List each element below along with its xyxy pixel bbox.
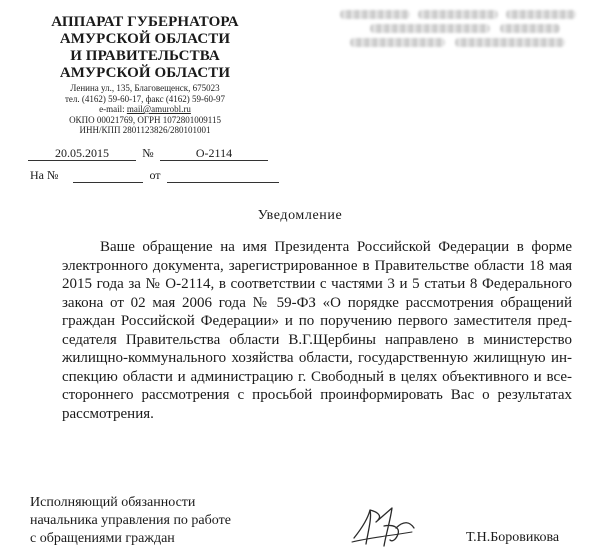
body-line: электронного документа, зарегистрированное в Правительстве области 18 мая	[62, 257, 572, 274]
reply-from-label: от	[149, 168, 161, 182]
reply-date-blank	[167, 169, 279, 183]
signatory-position	[30, 494, 310, 548]
letterhead-contacts	[40, 83, 250, 136]
address: Ленина ул., 135, Благовещенск, 675023	[70, 83, 220, 93]
reg-number: О-2114	[160, 147, 268, 161]
registration-row	[28, 146, 268, 161]
page-title: Уведомление	[257, 208, 343, 223]
body-line: седателя Правительства области В.Г.Щербины направлено в министерство	[62, 331, 572, 348]
letterhead-org	[40, 14, 250, 82]
body-line: закона от 02 мая 2006 года № 59-ФЗ «О порядке рассмотрения обращений	[62, 294, 572, 311]
org-line: И ПРАВИТЕЛЬСТВА	[70, 48, 220, 64]
redacted-addressee	[340, 6, 585, 56]
body-line: жилищно-коммунального хозяйства области, государственную жилищную ин-	[62, 350, 572, 366]
inn-kpp: ИНН/КПП 2801123826/280101001	[79, 125, 211, 135]
body-line: 2015 года за № О-2114, в соответствии с частями 3 и 5 статьи 8 Федерального	[62, 276, 572, 292]
org-line: АППАРАТ ГУБЕРНАТОРА	[51, 14, 239, 30]
position-line: начальника управления по работе	[30, 513, 231, 528]
email-prefix: e-mail:	[99, 104, 127, 114]
body-line: граждан Российской Федерации» и по поручению первого заместителя пред-	[62, 313, 572, 329]
org-line: АМУРСКОЙ ОБЛАСТИ	[59, 65, 231, 81]
phone-fax: тел. (4162) 59-60-17, факс (4162) 59-60-97	[64, 93, 226, 104]
reg-date: 20.05.2015	[28, 147, 136, 161]
body-line: Ваше обращение на имя Президента Российской Федерации в форме	[100, 239, 572, 255]
reply-number-blank	[73, 169, 143, 183]
okpo-ogrn: ОКПО 00021769, ОГРН 1072801009115	[69, 114, 221, 125]
signatory-name: Т.Н.Боровикова	[466, 530, 560, 545]
body-paragraph	[62, 238, 572, 423]
email-link[interactable]: mail@amurobl.ru	[126, 104, 191, 114]
email-line	[40, 104, 250, 115]
handwritten-signature	[348, 498, 420, 552]
reg-number-label: №	[142, 146, 154, 160]
position-line: с обращениями граждан	[30, 531, 175, 546]
body-line: стороннего рассмотрения с просьбой проинформировать Вас о результатах	[62, 387, 572, 403]
position-line: Исполняющий обязанности	[30, 495, 196, 510]
org-line: АМУРСКОЙ ОБЛАСТИ	[59, 31, 231, 47]
body-line: спекцию области и администрацию г. Свободный в целях объективного и все-	[62, 368, 572, 385]
body-line: рассмотрения.	[62, 405, 154, 422]
reply-ref-row	[30, 168, 279, 183]
reply-label: На №	[30, 168, 59, 182]
